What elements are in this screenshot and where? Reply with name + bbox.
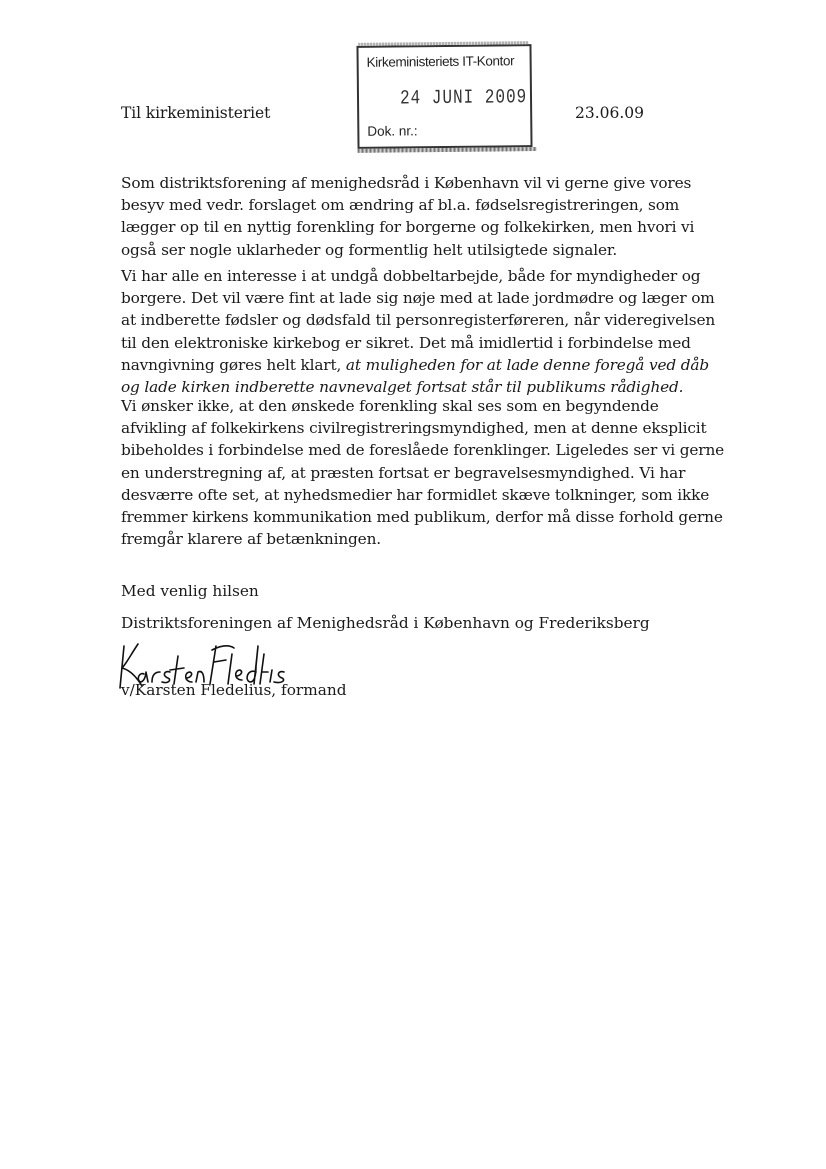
stamp-office: Kirkeministeriets IT-Kontor [366, 53, 515, 70]
paragraph-1: Som distriktsforening af menighedsråd i København vil vi gerne give vores besyv med vedr. forslaget om ændring af bl.a. fødselsregistreringen, som lægger op til en nyttig forenkling for borgerne og folkekirken, men hvori vi også ser nogle uklarheder og formentlig helt utilsigtede signaler. [121, 174, 695, 259]
paragraph-2-text: Vi har alle en interesse i at undgå dobbeltarbejde, både for myndigheder og borgere. Det vil være fint at lade sig nøje med at lade jordmødre og læger om at indberette fødsler og dødsfald til personregisterføreren, når videregivelsen til den elektroniske kirkebog er sikret. Det må imidlertid i forbindelse med navngivning gøres helt klart, [121, 267, 716, 374]
stamp-top-edge [358, 41, 528, 46]
organization: Distriktsforeningen af Menighedsråd i København og Frederiksberg [121, 614, 650, 632]
closing: Med venlig hilsen [121, 582, 259, 600]
stamp-doc-label: Dok. nr.: [367, 123, 418, 139]
paragraph-2 [121, 265, 726, 398]
letter-date: 23.06.09 [575, 104, 645, 122]
paragraph-2-emphasis: at muligheden for at lade denne foregå ved dåb og lade kirken indberette navnevalget fortsat står til publikums rådighed. [121, 355, 709, 397]
stamp-bottom-edge [358, 147, 537, 153]
signer: v/Karsten Fledelius, formand [121, 681, 347, 699]
paragraph-3: Vi ønsker ikke, at den ønskede forenkling skal ses som en begyndende afvikling af folkekirkens civilregistreringsmyndighed, men at denne eksplicit bibeholdes i forbindelse med de foreslåede forenklinger. Ligeledes ser vi gerne en understregning af, at præsten fortsat er begravelsesmyndighed. Vi har desværre ofte set, at nyhedsmedier har formidlet skæve tolkninger, som ikke fremmer kirkens kommunikation med publikum, derfor må disse forhold gerne fremgår klarere af betænkningen. [121, 397, 725, 549]
received-stamp [356, 44, 532, 149]
stamp-date: 24 JUNI 2009 [399, 85, 528, 110]
recipient: Til kirkeministeriet [121, 104, 271, 122]
